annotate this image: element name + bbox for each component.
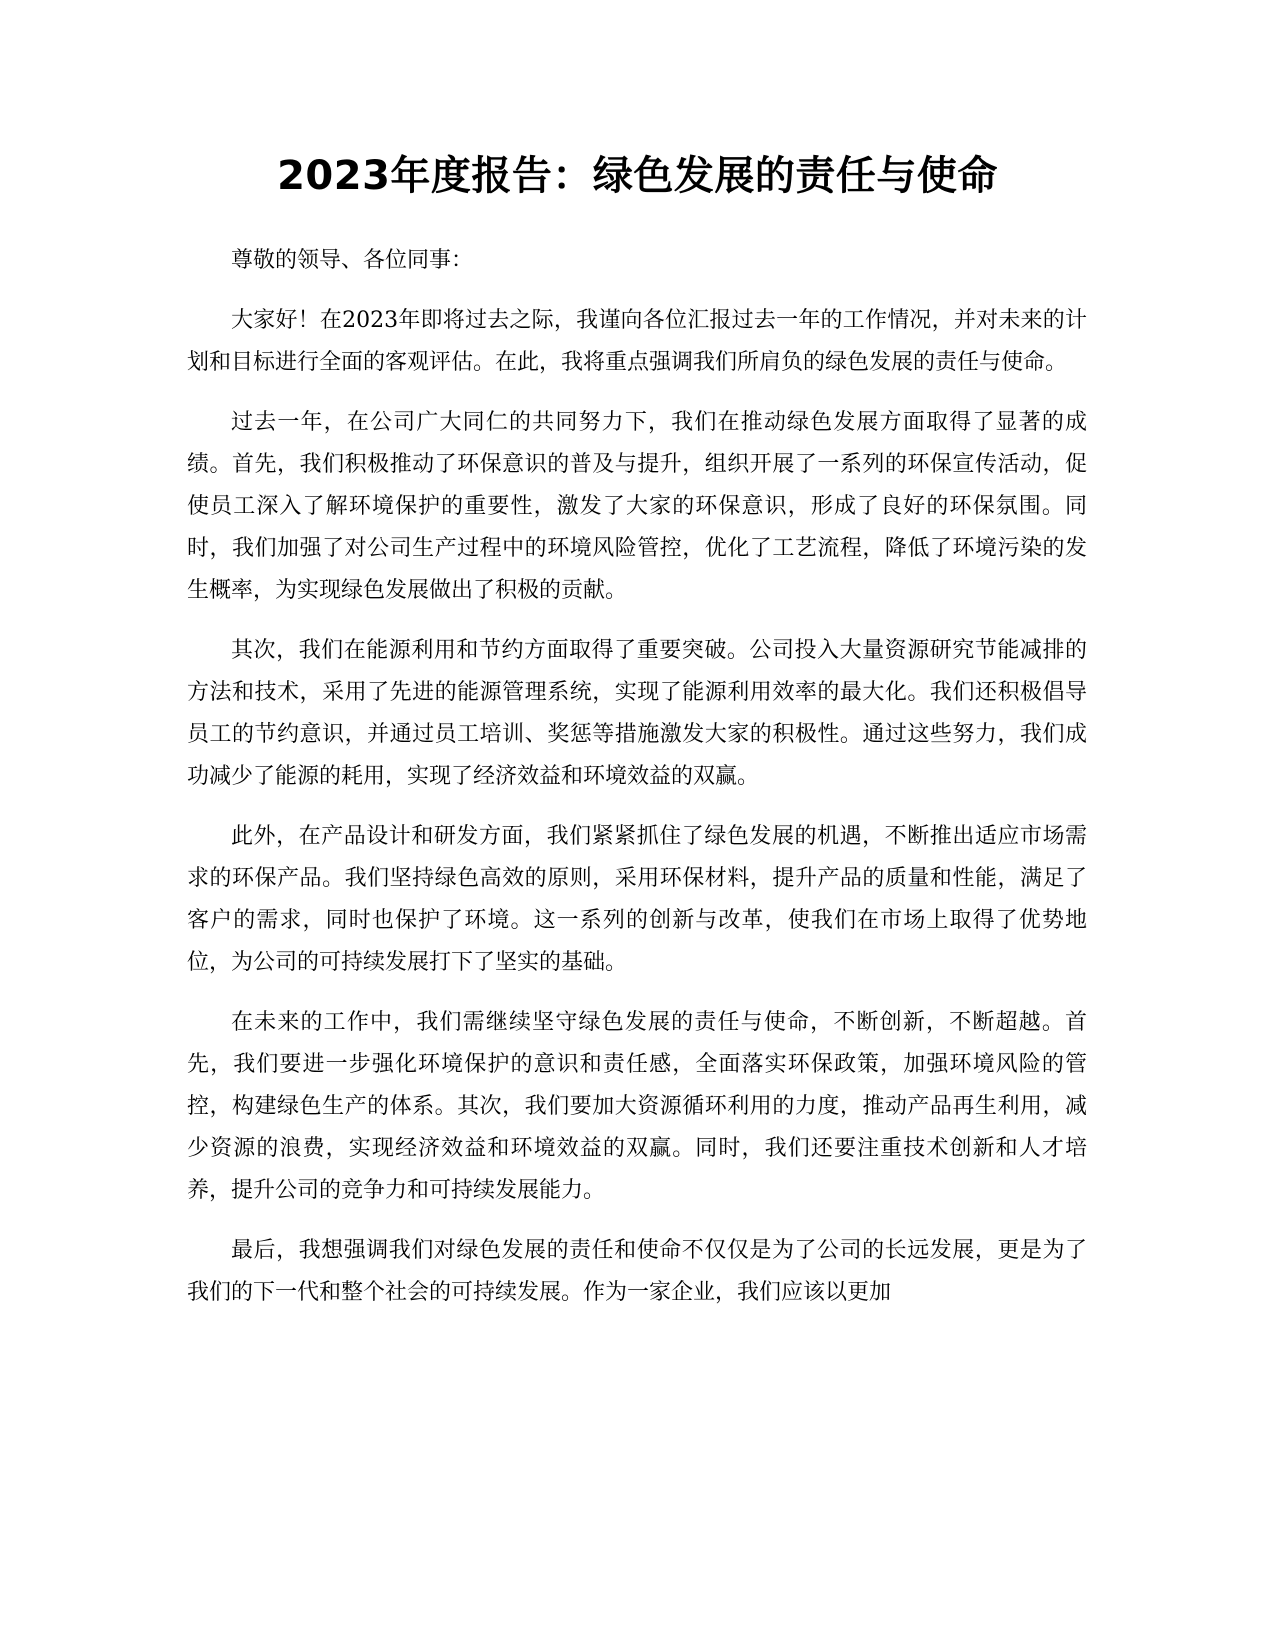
- paragraph-greeting: 大家好！在2023年即将过去之际，我谨向各位汇报过去一年的工作情况，并对未来的计划和目标进行全面的客观评估。在此，我将重点强调我们所肩负的绿色发展的责任与使命。: [187, 308, 1087, 375]
- paragraph-conclusion: 最后，我想强调我们对绿色发展的责任和使命不仅仅是为了公司的长远发展，更是为了我们的下一代和整个社会的可持续发展。作为一家企业，我们应该以更加: [187, 1238, 1087, 1305]
- document-title: 2023年度报告：绿色发展的责任与使命: [277, 153, 998, 199]
- paragraph-product-design: 此外，在产品设计和研发方面，我们紧紧抓住了绿色发展的机遇，不断推出适应市场需求的环保产品。我们坚持绿色高效的原则，采用环保材料，提升产品的质量和性能，满足了客户的需求，同时也保护了环境。这一系列的创新与改革，使我们在市场上取得了优势地位，为公司的可持续发展打下了坚实的基础。: [187, 824, 1087, 975]
- paragraph-energy: 其次，我们在能源利用和节约方面取得了重要突破。公司投入大量资源研究节能减排的方法和技术，采用了先进的能源管理系统，实现了能源利用效率的最大化。我们还积极倡导员工的节约意识，并通过员工培训、奖惩等措施激发大家的积极性。通过这些努力，我们成功减少了能源的耗用，实现了经济效益和环境效益的双赢。: [187, 638, 1087, 789]
- paragraph-past-achievements: 过去一年，在公司广大同仁的共同努力下，我们在推动绿色发展方面取得了显著的成绩。首先，我们积极推动了环保意识的普及与提升，组织开展了一系列的环保宣传活动，促使员工深入了解环境保护的重要性，激发了大家的环保意识，形成了良好的环保氛围。同时，我们加强了对公司生产过程中的环境风险管控，优化了工艺流程，降低了环境污染的发生概率，为实现绿色发展做出了积极的贡献。: [187, 410, 1087, 603]
- document-body: [187, 240, 1087, 1332]
- paragraph-future-work: 在未来的工作中，我们需继续坚守绿色发展的责任与使命，不断创新，不断超越。首先，我们要进一步强化环境保护的意识和责任感，全面落实环保政策，加强环境风险的管控，构建绿色生产的体系。其次，我们要加大资源循环利用的力度，推动产品再生利用，减少资源的浪费，实现经济效益和环境效益的双赢。同时，我们还要注重技术创新和人才培养，提升公司的竞争力和可持续发展能力。: [187, 1010, 1087, 1203]
- salutation: 尊敬的领导、各位同事：: [231, 248, 474, 273]
